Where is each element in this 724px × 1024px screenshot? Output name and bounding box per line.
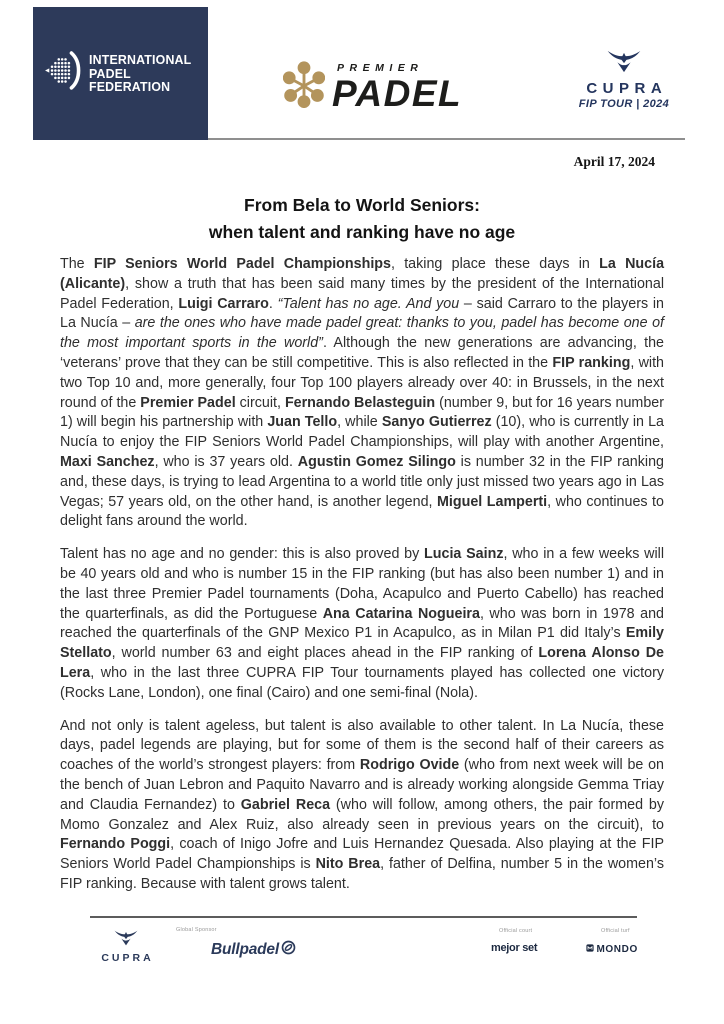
ipf-line-1: INTERNATIONAL <box>89 52 192 68</box>
cupra-footer-emblem-icon <box>113 933 139 950</box>
padel-label: PADEL <box>332 73 463 114</box>
title-line-2: when talent and ranking have no age <box>208 221 516 242</box>
release-date: April 17, 2024 <box>573 154 655 169</box>
bullpadel-logo <box>211 940 296 960</box>
premier-padel-logo <box>283 60 462 113</box>
premier-padel-wordmark <box>332 62 463 114</box>
bullpadel-wordmark: Bullpadel <box>211 941 279 958</box>
premier-label: PREMIER <box>337 62 424 74</box>
paragraph-2: Talent has no age and no gender: this is also proved by Lucia Sainz, who in a few weeks will be 40 years old and who is number 15 in the FIP ranking (but has also been number 1) and in the last three Premier Padel tournaments (Doha, Acapulco and Puerto Cabello) has reached the quarterfinals, as did the Portuguese Ana Catarina Nogueira, who was born in 1978 and reached the quarterfinals of the GNP Mexico P1 in Acapulco, as in Milan P1 did Italy’s Emily Stellato, world number 63 and eight places ahead in the FIP ranking of Lorena Alonso De Lera, who in the last three CUPRA FIP Tour tournaments played has collected one victory (Rocks Lane, London), one final (Cairo) and one semi-final (Nola). <box>60 546 664 701</box>
cupra-emblem-icon <box>606 60 642 77</box>
paragraph-3: And not only is talent ageless, but talent is also available to other talent. In La Nucía, these days, padel legends are playing, but for some of them is the second half of their careers as coaches of the world’s strongest players: from Rodrigo Ovide (who from next week will be on the bench of Juan Lebron and Paquito Navarro and is already working alongside Gemma Triay and Claudia Fernandez) to Gabriel Reca (who will follow, among others, the pair formed by Momo Gonzalez and Alex Ruiz, also already seen in previous years on the circuit), to Fernando Poggi, coach of Inigo Jofre and Luis Hernandez Quesada. Also playing at the FIP Seniors World Padel Championships is Nito Brea, father of Delfina, number 5 in the women’s FIP ranking. Because with talent grows talent. <box>60 717 665 892</box>
mondo-mark-icon <box>586 944 594 955</box>
cupra-fip-tour-logo <box>566 50 682 110</box>
paragraph-1: The FIP Seniors World Padel Championships, taking place these days in La Nucía (Alicante), show a truth that has been said many times by the president of the International Padel Federation, Luigi Carraro. “Talent has no age. And you – said Carraro to the players in La Nucía – are the ones who have made padel great: thanks to you, padel has become one of the most important sports in the world”. Although the new generations are advancing, the ‘veterans’ prove that they can be still competitive. This is also reflected in the FIP ranking, with two Top 10 and, more generally, four Top 100 players already over 40: in Brussels, in the next round of the Premier Padel circuit, Fernando Belasteguin (number 9, but for 16 years number 1) will begin his partnership with Juan Tello, while Sanyo Gutierrez (10), who is currently in La Nucía to enjoy the FIP Seniors World Padel Championships, will play with another Argentine, Maxi Sanchez, who is 37 years old. Agustin Gomez Silingo is number 32 in the FIP ranking and, these days, is trying to lead Argentina to a world title only just missed two years ago in Las Vegas; 57 years old, on the other hand, is another legend, Miguel Lamperti, who continues to delight fans around the world. <box>60 256 665 530</box>
official-turf-label: Official turf <box>601 928 630 934</box>
mondo-wordmark: MONDO <box>596 944 638 955</box>
ipf-racket-icon <box>44 49 82 98</box>
ipf-logo-text <box>89 53 191 94</box>
ipf-line-3: FEDERATION <box>89 79 171 95</box>
footer-divider <box>90 916 637 918</box>
article-body <box>60 255 664 908</box>
cupra-brand-label: CUPRA <box>586 80 668 97</box>
cupra-footer-logo <box>90 930 162 964</box>
mondo-logo <box>586 944 638 955</box>
title-line-1: From Bela to World Seniors: <box>244 195 480 215</box>
premier-padel-flower-icon <box>283 60 325 113</box>
mejorset-logo: mejor set <box>491 942 538 954</box>
ipf-line-2: PADEL <box>89 65 131 81</box>
ipf-logo <box>33 7 208 140</box>
cupra-footer-wordmark: CUPRA <box>101 952 154 964</box>
global-sponsor-label: Global Sponsor <box>176 927 217 933</box>
fip-tour-label: FIP TOUR | 2024 <box>578 98 670 110</box>
bullpadel-circle-icon <box>281 940 296 960</box>
official-court-label: Official court <box>499 928 533 934</box>
page-title <box>0 192 724 245</box>
